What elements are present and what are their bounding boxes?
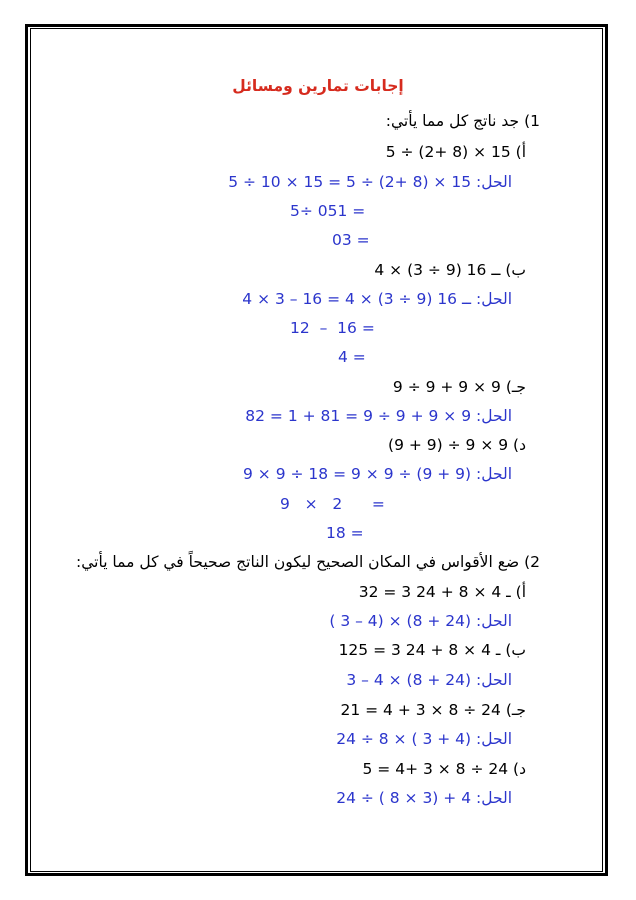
q2c-line [340,700,526,720]
q2b-line [339,640,526,660]
q1b-line [374,260,526,280]
q2c-solution-label: الحل: [476,730,512,748]
q2b-label: ب) [505,641,526,659]
q1a-step-1: = 150 ÷5 [290,202,366,220]
q2c-solution-expression: 24 ÷ 8 × ( 3 + 4) [336,730,472,748]
q1b-solution-label: الحل: [476,290,512,308]
q2d-solution [336,788,512,808]
q1a-label: أ) [515,143,526,161]
q1c-solution-label: الحل: [476,407,512,425]
q1a-solution-label: الحل: [476,173,512,191]
q1b-solution [242,289,512,309]
q1c-solution-expression: 82 = 1 + 81 = 9 ÷ 9 + 9 × 9 [245,407,472,425]
q2c-solution [336,729,512,749]
q1b-expression: 4 × (3 ÷ 9) ــ 16 [374,261,501,279]
q1d-step-2: 18 = [326,524,364,542]
q1d-solution [243,464,512,484]
q1d-solution-expression: 9 × 9 ÷ 18 = 9 × 9 ÷ (9 + 9) [243,465,472,483]
q1d-step-1: 9 × 2 = [280,495,385,513]
q2d-expression: 5 = 4+ 3 × 8 ÷ 24 [362,760,509,778]
q2a-solution [329,611,512,631]
q1b-solution-expression: 4 × 3 – 16 = 4 × (3 ÷ 9) ــ 16 [242,290,472,308]
q1a-line [386,142,526,162]
q1a-step-2: = 30 [332,231,370,249]
q2d-solution-label: الحل: [476,789,512,807]
q2-heading: 2) ضع الأقواس في المكان الصحيح ليكون الناتج صحيحاً في كل مما يأتي: [76,553,540,571]
q2d-label: د) [513,760,526,778]
q1a-solution-expression: 5 ÷ 10 × 15 = 5 ÷ (2+ 8) × 15 [228,173,472,191]
q1c-label: جـ) [505,378,526,396]
q1b-step-1: 12 – 16 = [290,319,375,337]
q1d-line [388,435,526,455]
q1c-expression: 9 ÷ 9 + 9 × 9 [392,378,501,396]
q2a-label: أ) [515,583,526,601]
q1d-solution-label: الحل: [476,465,512,483]
q1b-label: ب) [505,261,526,279]
q1a-expression: 5 ÷ (2+ 8) × 15 [385,143,511,161]
page-title: إجابات تمارين ومسائل [232,77,404,95]
q2c-label: جـ) [505,701,526,719]
q2a-solution-expression: ( 3 – 4) × (8 + 24) [329,612,472,630]
q1d-expression: (9 + 9) ÷ 9 × 9 [388,436,509,454]
q2b-solution-expression: 3 – 4 × (8 + 24) [346,671,472,689]
q1c-solution [245,406,512,426]
q2d-solution-expression: 24 ÷ ( 8 × 3) + 4 [336,789,472,807]
q1-heading: 1) جد ناتج كل مما يأتي: [385,112,540,130]
q2a-line [359,582,526,602]
q1c-line [393,377,526,397]
q2b-solution [346,670,512,690]
q2a-expression: 32 = 3 ـ 4 × 8 + 24 [358,583,511,601]
q1b-step-2: 4 = [338,348,366,366]
q2b-expression: 125 = 3 ـ 4 × 8 + 24 [338,641,501,659]
q1d-label: د) [513,436,526,454]
q2b-solution-label: الحل: [476,671,512,689]
q2c-expression: 21 = 4 + 3 × 8 ÷ 24 [340,701,501,719]
q1a-solution [228,172,512,192]
q2a-solution-label: الحل: [476,612,512,630]
q2d-line [363,759,527,779]
